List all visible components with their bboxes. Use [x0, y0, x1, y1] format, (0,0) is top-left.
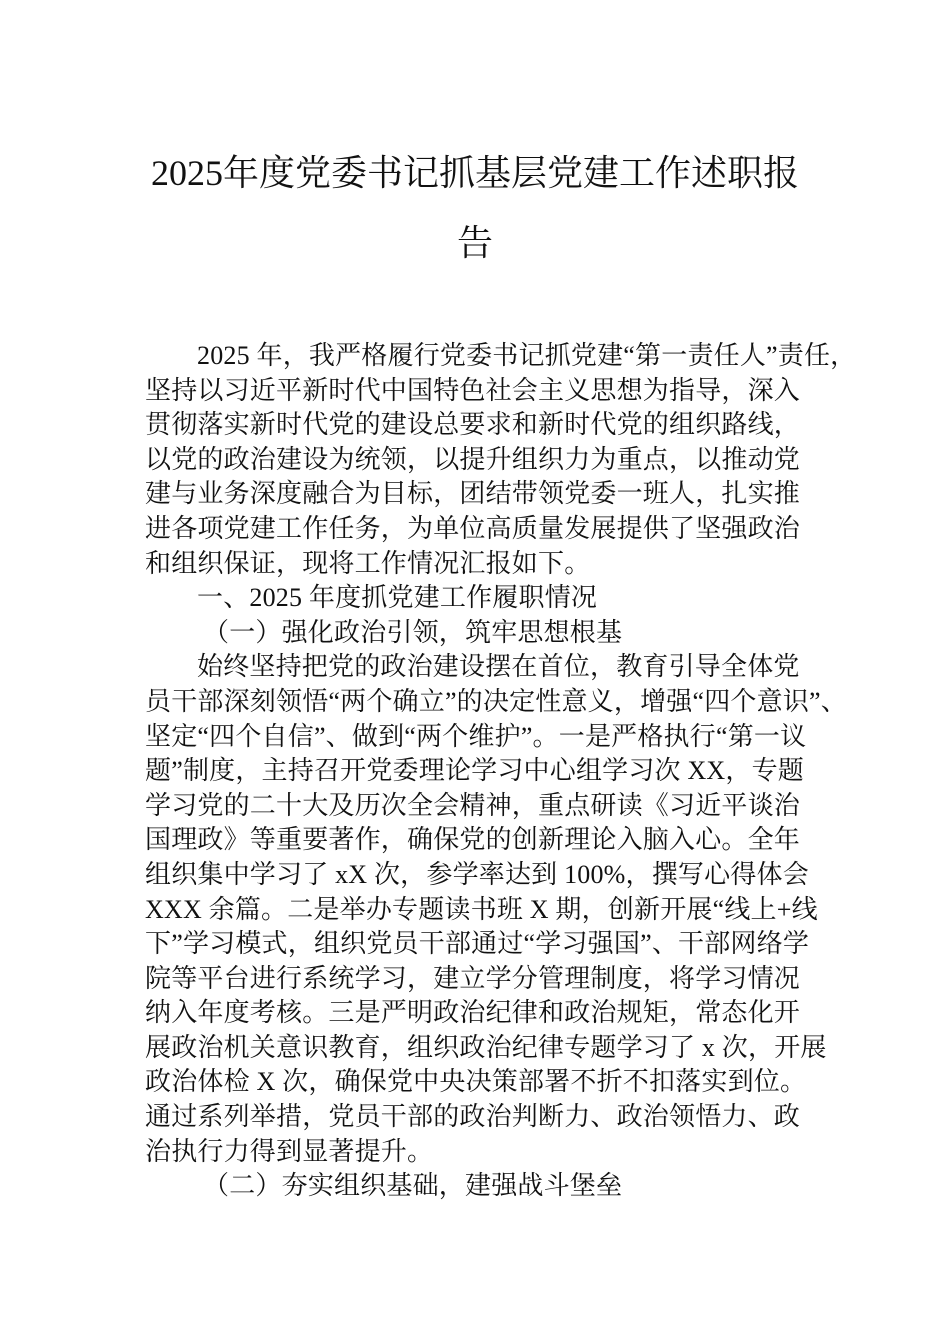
text-line: 建与业务深度融合为目标，团结带领党委一班人，扎实推	[145, 479, 801, 509]
text-line: 国理政》等重要著作，确保党的创新理论入脑入心。全年	[145, 825, 801, 855]
text-line: 2025 年，我严格履行党委书记抓党建“第一责任人”责任，	[197, 341, 857, 370]
text-line: 展政治机关意识教育，组织政治纪律专题学习了 x 次，开展	[145, 1032, 827, 1062]
text-line: 治执行力得到显著提升。	[145, 1136, 434, 1166]
text-line: 通过系列举措，党员干部的政治判断力、政治领悟力、政	[145, 1102, 801, 1132]
intro-paragraph	[145, 339, 857, 581]
text-line: 员干部深刻领悟“两个确立”的决定性意义，增强“四个意识”、	[145, 686, 847, 716]
section-paragraph	[145, 650, 845, 1169]
text-line: 学习党的二十大及历次全会精神，重点研读《习近平谈治	[145, 790, 801, 820]
text-line: 题”制度，主持召开党委理论学习中心组学习次 XX，专题	[145, 756, 804, 786]
subsection-heading: （二）夯实组织基础，建强战斗堡垒	[203, 1171, 623, 1201]
text-line: XXX 余篇。二是举办专题读书班 X 期，创新开展“线上+线	[145, 894, 818, 924]
document-body	[145, 339, 857, 1204]
text-line: 组织集中学习了 xX 次，参学率达到 100%，撰写心得体会	[145, 859, 809, 889]
text-line: 政治体检 X 次，确保党中央决策部署不折不扣落实到位。	[145, 1067, 807, 1097]
text-line: 始终坚持把党的政治建设摆在首位，教育引导全体党	[197, 652, 800, 682]
text-line: 进各项党建工作任务，为单位高质量发展提供了坚强政治	[145, 513, 801, 543]
text-line: 和组织保证，现将工作情况汇报如下。	[145, 548, 591, 578]
document-title-line-1: 2025年度党委书记抓基层党建工作述职报	[150, 153, 799, 193]
text-line: 坚定“四个自信”、做到“两个维护”。一是严格执行“第一议	[145, 721, 807, 751]
subsection-heading: （一）强化政治引领，筑牢思想根基	[203, 617, 623, 647]
text-line: 以党的政治建设为统领，以提升组织力为重点，以推动党	[145, 444, 801, 474]
text-line: 坚持以习近平新时代中国特色社会主义思想为指导，深入	[145, 375, 801, 405]
document-title-line-2: 告	[456, 223, 493, 263]
text-line: 纳入年度考核。三是严明政治纪律和政治规矩，常态化开	[145, 998, 801, 1028]
text-line: 院等平台进行系统学习，建立学分管理制度，将学习情况	[145, 963, 801, 993]
text-line: 下”学习模式，组织党员干部通过“学习强国”、干部网络学	[145, 929, 810, 959]
section-heading: 一、2025 年度抓党建工作履职情况	[197, 583, 598, 613]
text-line: 贯彻落实新时代党的建设总要求和新时代党的组织路线，	[145, 410, 801, 440]
